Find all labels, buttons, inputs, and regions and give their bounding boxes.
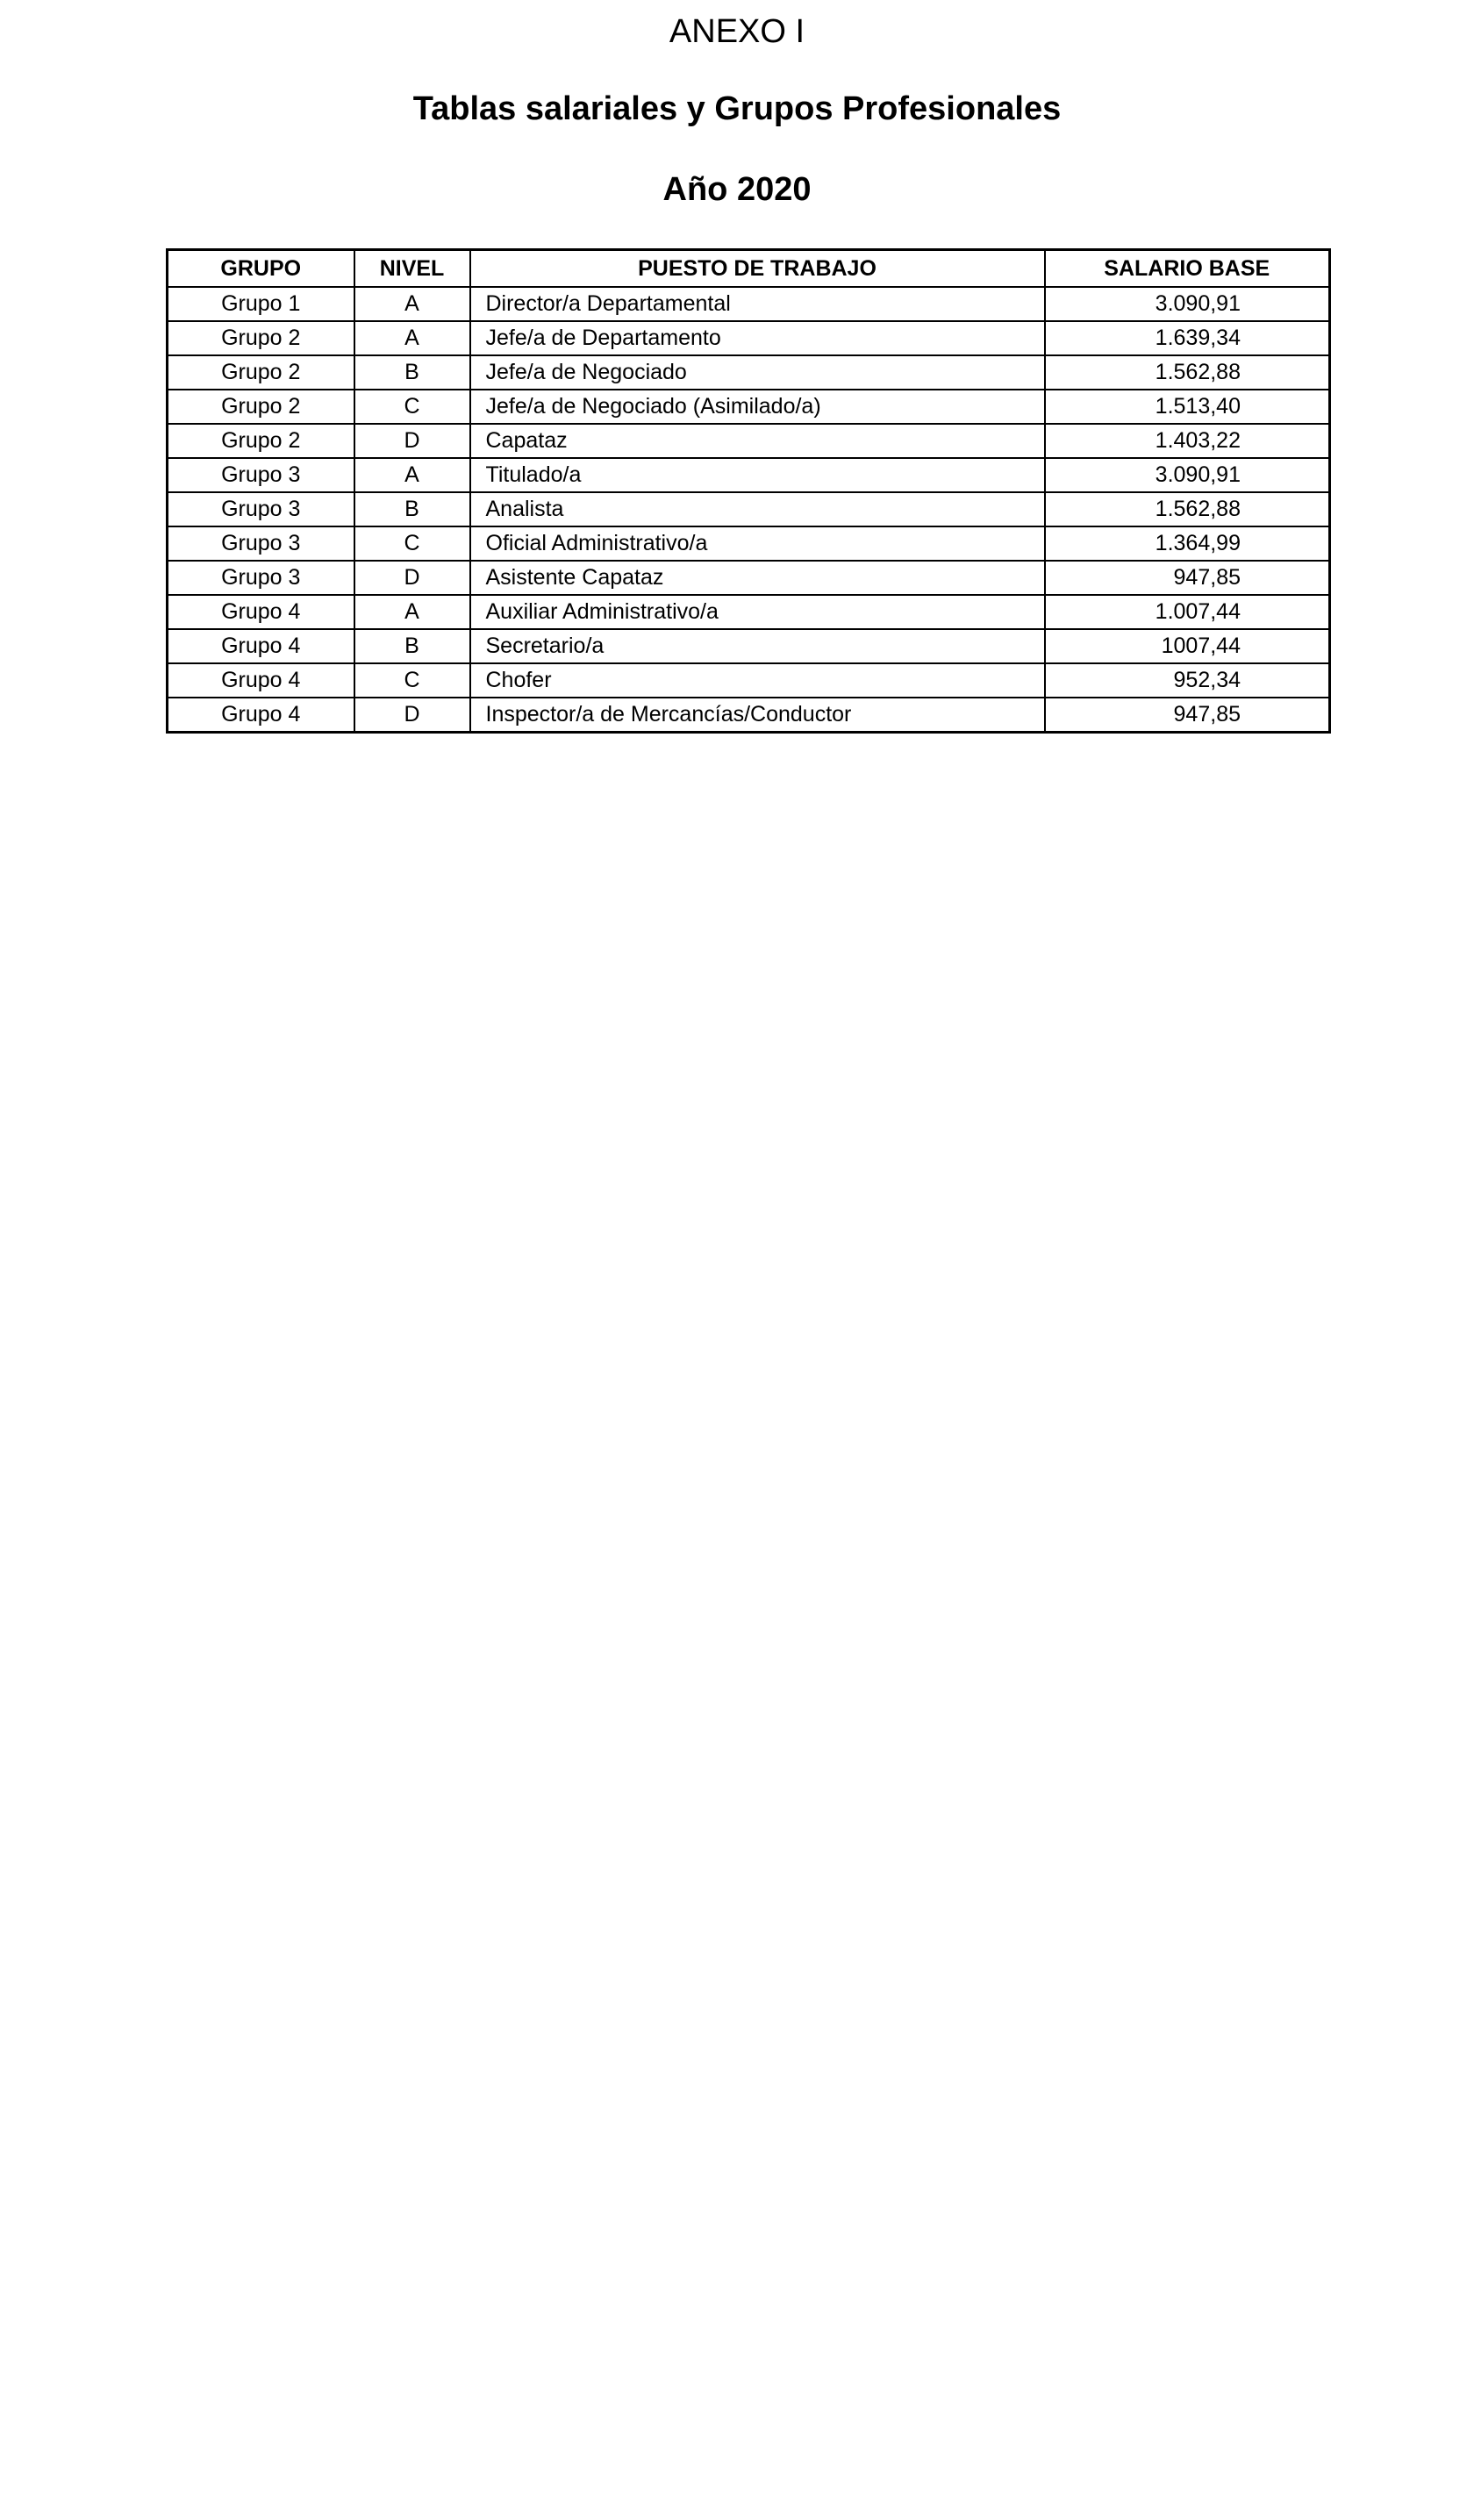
table-row — [168, 698, 1330, 733]
cell-salario: 1007,44 — [1045, 629, 1330, 663]
cell-puesto: Jefe/a de Negociado (Asimilado/a) — [470, 390, 1045, 424]
cell-puesto: Inspector/a de Mercancías/Conductor — [470, 698, 1045, 733]
cell-grupo: Grupo 3 — [168, 561, 354, 595]
cell-salario: 947,85 — [1045, 561, 1330, 595]
cell-puesto: Secretario/a — [470, 629, 1045, 663]
cell-grupo: Grupo 3 — [168, 458, 354, 492]
cell-nivel: A — [354, 458, 470, 492]
cell-salario: 952,34 — [1045, 663, 1330, 698]
cell-grupo: Grupo 4 — [168, 629, 354, 663]
cell-puesto: Titulado/a — [470, 458, 1045, 492]
cell-salario: 1.403,22 — [1045, 424, 1330, 458]
cell-grupo: Grupo 3 — [168, 492, 354, 526]
header-grupo: GRUPO — [168, 250, 354, 288]
table-row — [168, 390, 1330, 424]
table-row — [168, 629, 1330, 663]
cell-nivel: D — [354, 561, 470, 595]
annex-title: ANEXO I — [669, 13, 805, 50]
table-row — [168, 321, 1330, 355]
header-salario: SALARIO BASE — [1045, 250, 1330, 288]
cell-puesto: Jefe/a de Departamento — [470, 321, 1045, 355]
cell-nivel: B — [354, 355, 470, 390]
table-row — [168, 663, 1330, 698]
table-row — [168, 492, 1330, 526]
cell-salario: 1.562,88 — [1045, 355, 1330, 390]
cell-nivel: D — [354, 424, 470, 458]
cell-salario: 1.513,40 — [1045, 390, 1330, 424]
cell-nivel: A — [354, 595, 470, 629]
cell-salario: 1.639,34 — [1045, 321, 1330, 355]
cell-grupo: Grupo 2 — [168, 390, 354, 424]
cell-puesto: Jefe/a de Negociado — [470, 355, 1045, 390]
cell-grupo: Grupo 2 — [168, 424, 354, 458]
cell-puesto: Oficial Administrativo/a — [470, 526, 1045, 561]
cell-salario: 3.090,91 — [1045, 287, 1330, 321]
cell-nivel: D — [354, 698, 470, 733]
table-row — [168, 424, 1330, 458]
cell-grupo: Grupo 2 — [168, 355, 354, 390]
table-row — [168, 561, 1330, 595]
cell-grupo: Grupo 4 — [168, 698, 354, 733]
cell-nivel: A — [354, 287, 470, 321]
header-puesto: PUESTO DE TRABAJO — [470, 250, 1045, 288]
cell-puesto: Auxiliar Administrativo/a — [470, 595, 1045, 629]
cell-salario: 947,85 — [1045, 698, 1330, 733]
table-row — [168, 526, 1330, 561]
salary-table — [166, 248, 1331, 734]
table-body — [168, 287, 1330, 733]
table-row — [168, 458, 1330, 492]
cell-grupo: Grupo 1 — [168, 287, 354, 321]
header-nivel: NIVEL — [354, 250, 470, 288]
cell-nivel: C — [354, 526, 470, 561]
cell-salario: 3.090,91 — [1045, 458, 1330, 492]
table-header-row — [168, 250, 1330, 288]
cell-grupo: Grupo 4 — [168, 663, 354, 698]
document-year: Año 2020 — [662, 171, 812, 208]
cell-salario: 1.364,99 — [1045, 526, 1330, 561]
cell-nivel: C — [354, 663, 470, 698]
cell-puesto: Asistente Capataz — [470, 561, 1045, 595]
cell-salario: 1.562,88 — [1045, 492, 1330, 526]
cell-nivel: B — [354, 492, 470, 526]
cell-puesto: Director/a Departamental — [470, 287, 1045, 321]
cell-puesto: Analista — [470, 492, 1045, 526]
cell-puesto: Capataz — [470, 424, 1045, 458]
cell-nivel: A — [354, 321, 470, 355]
document-title: Tablas salariales y Grupos Profesionales — [412, 90, 1062, 127]
table-row — [168, 287, 1330, 321]
cell-salario: 1.007,44 — [1045, 595, 1330, 629]
cell-puesto: Chofer — [470, 663, 1045, 698]
cell-nivel: B — [354, 629, 470, 663]
cell-grupo: Grupo 2 — [168, 321, 354, 355]
table-row — [168, 595, 1330, 629]
table-row — [168, 355, 1330, 390]
cell-nivel: C — [354, 390, 470, 424]
cell-grupo: Grupo 4 — [168, 595, 354, 629]
cell-grupo: Grupo 3 — [168, 526, 354, 561]
